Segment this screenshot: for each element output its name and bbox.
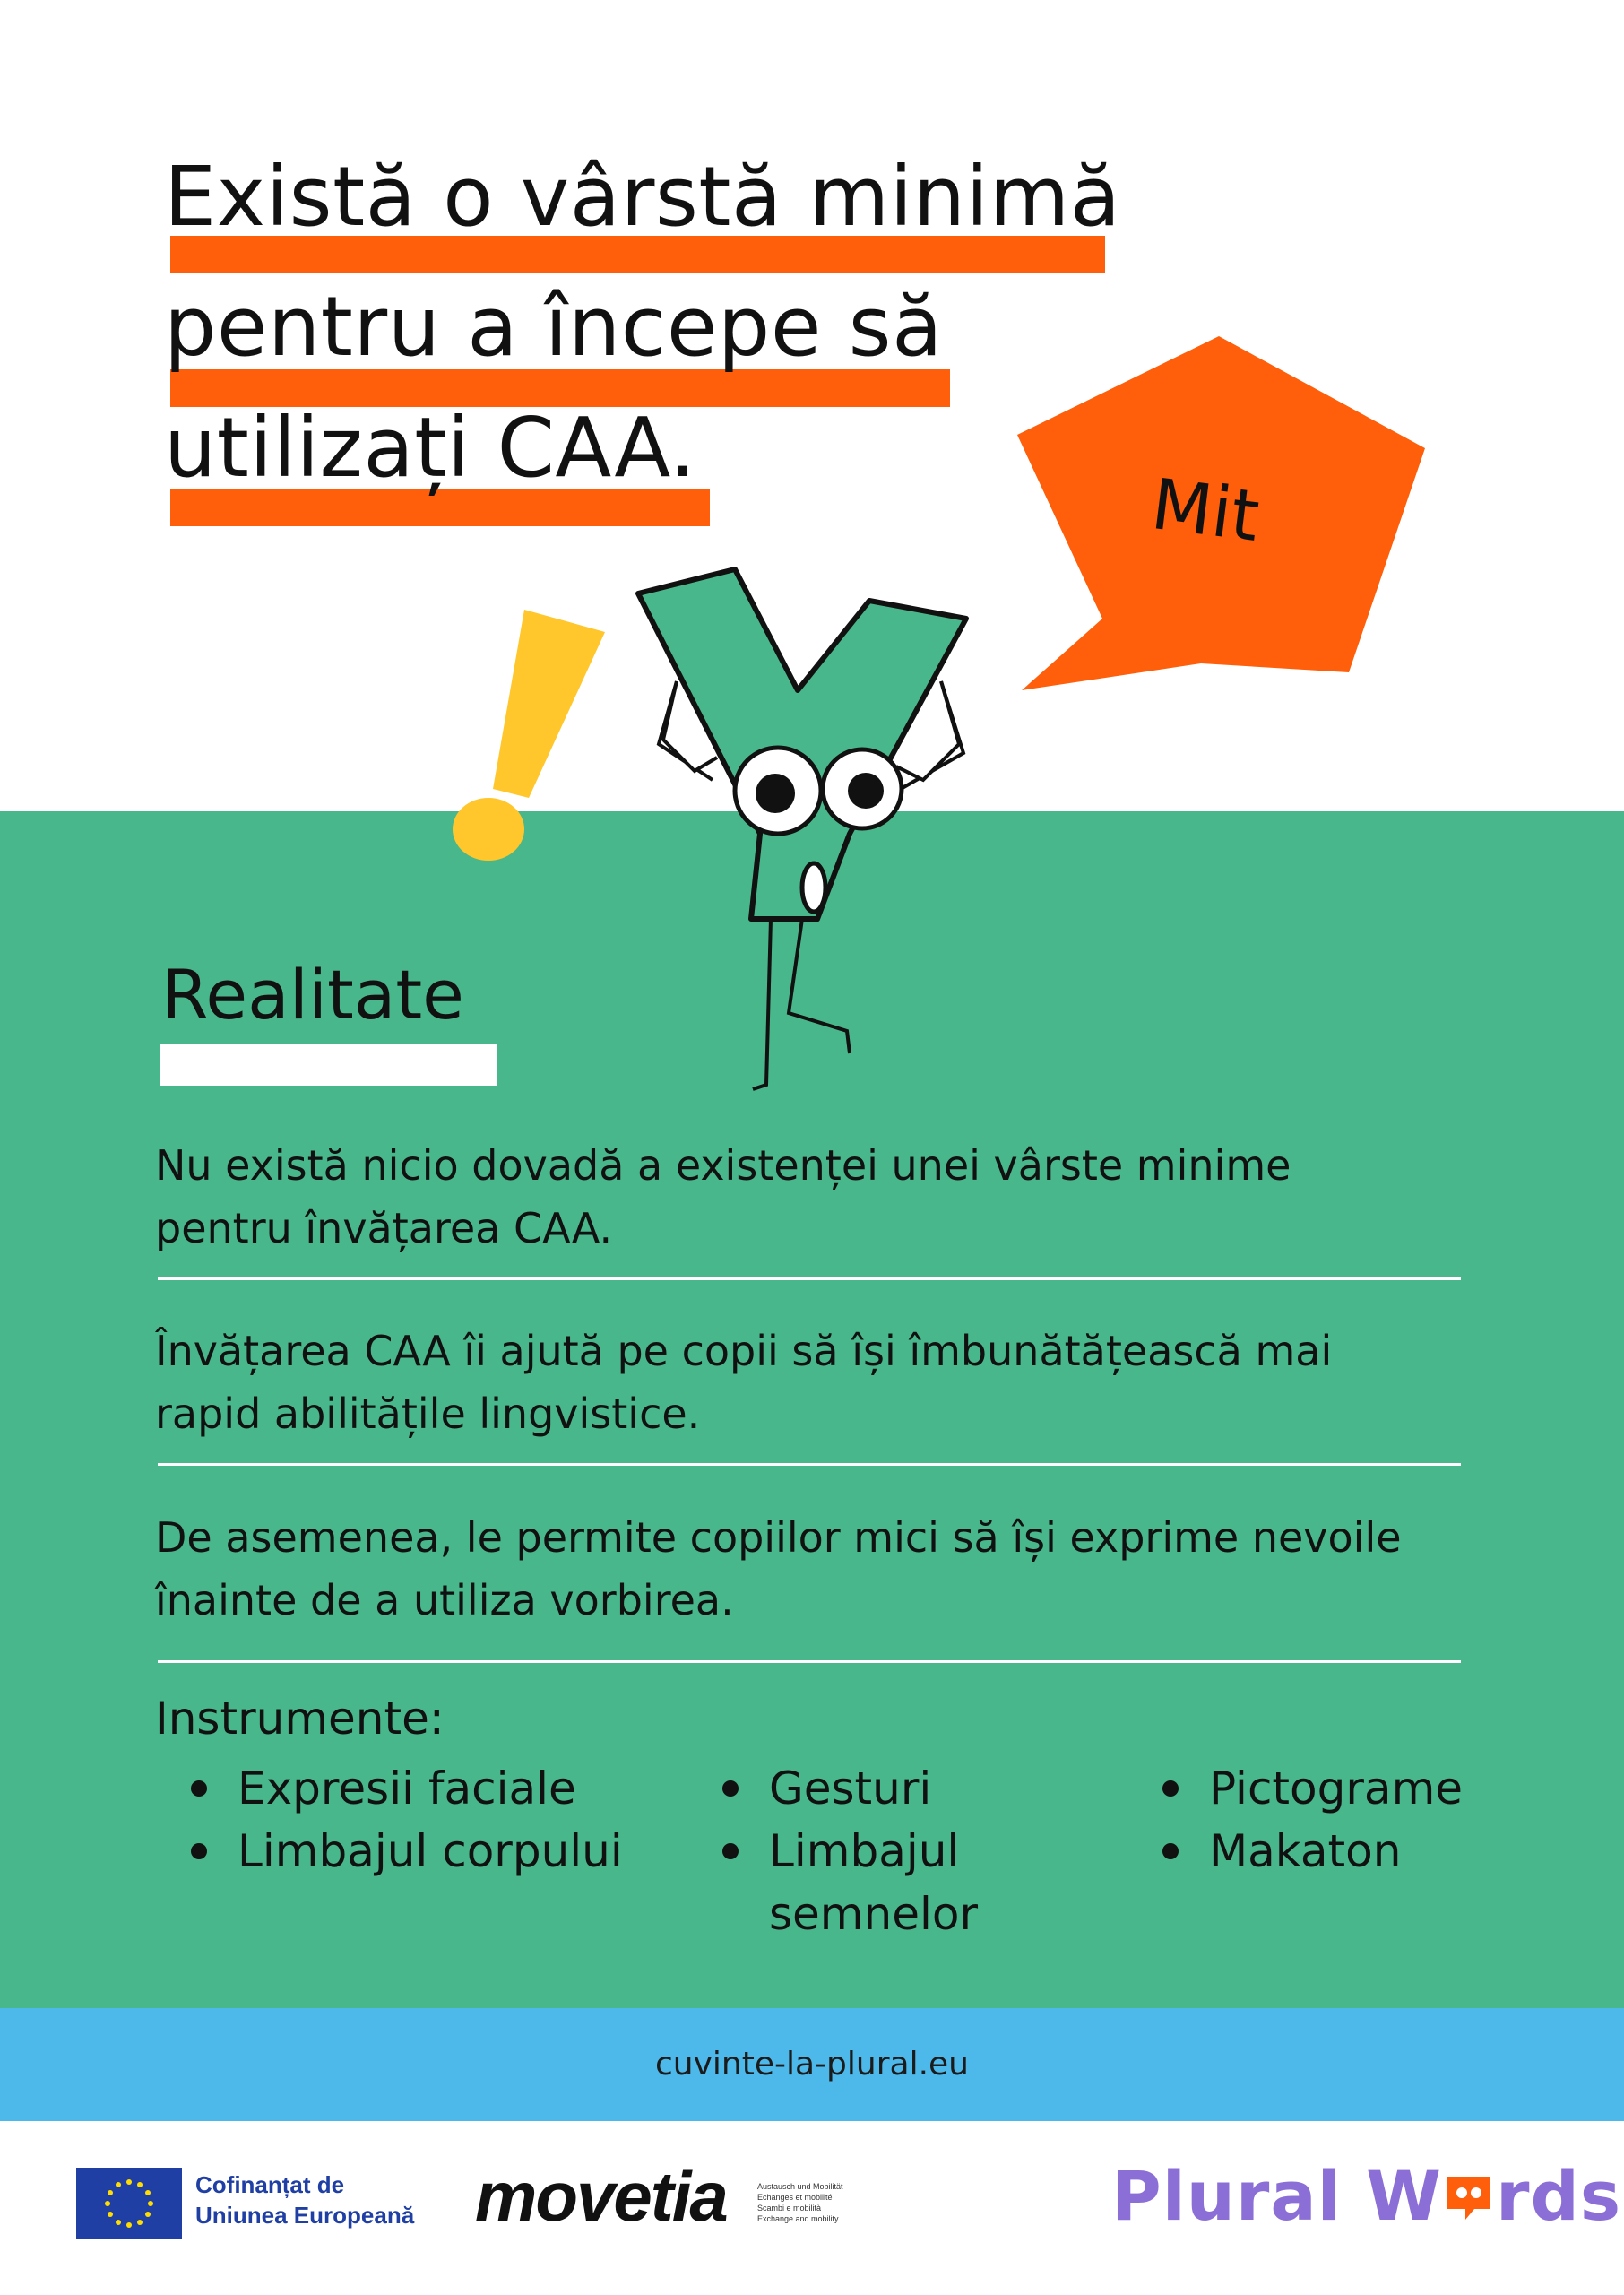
page-title-line-2: pentru a începe să	[164, 279, 943, 375]
list-item: Pictograme	[1127, 1757, 1530, 1820]
paragraph-3-line-1: De asemenea, le permite copiilor mici să își exprime nevoile	[155, 1513, 1402, 1562]
plural-words-text-a: Plural W	[1111, 2156, 1442, 2236]
paragraph-2-line-2: rapid abilitățile lingvistice.	[155, 1390, 701, 1438]
list-item: Gesturi	[687, 1757, 1045, 1820]
list-item: Expresii faciale	[155, 1757, 657, 1820]
page-title-line-3: utilizați CAA.	[164, 400, 696, 496]
list-item: Makaton	[1127, 1820, 1530, 1883]
plural-words-logo	[1111, 2156, 1621, 2236]
paragraph-1-line-2: pentru învățarea CAA.	[155, 1204, 613, 1252]
reality-paragraph-1	[155, 1134, 1481, 1260]
myth-label: Mit	[1146, 464, 1264, 558]
eu-text-line-1: Cofinanțat de	[195, 2171, 345, 2198]
list-item: Limbajul semnelor	[687, 1820, 1045, 1945]
exclamation-icon	[448, 605, 618, 865]
mascot-character	[627, 565, 1004, 1103]
movetia-sub-line: Scambi e mobilità	[757, 2204, 822, 2213]
divider-3	[158, 1660, 1461, 1663]
tools-list-col-1	[155, 1757, 657, 1883]
reality-heading: Realitate	[161, 955, 464, 1035]
reality-heading-underline	[160, 1044, 497, 1086]
movetia-sub-line: Exchange and mobility	[757, 2214, 839, 2223]
tools-heading: Instrumente:	[155, 1693, 445, 1745]
eu-cofunding-text	[195, 2169, 414, 2230]
list-item: Limbajul corpului	[155, 1820, 657, 1883]
tools-list-col-3	[1127, 1757, 1530, 1883]
paragraph-1-line-1: Nu există nicio dovadă a existenței unei vârste minime	[155, 1141, 1291, 1190]
paragraph-3-line-2: înainte de a utiliza vorbirea.	[155, 1576, 734, 1624]
eu-text-line-2: Uniunea Europeană	[195, 2202, 415, 2229]
speech-bubble-o-icon	[1442, 2160, 1496, 2213]
tools-list-col-2	[687, 1757, 1045, 1945]
reality-paragraph-3	[155, 1506, 1481, 1632]
page-title-line-1: Există o vârstă minimă	[164, 149, 1121, 245]
movetia-sub-line: Austausch und Mobilität	[757, 2182, 843, 2191]
divider-2	[158, 1463, 1461, 1466]
eu-flag-icon	[76, 2168, 182, 2239]
movetia-subtitle	[757, 2181, 883, 2224]
paragraph-2-line-1: Învățarea CAA îi ajută pe copii să își îmbunătățească mai	[155, 1327, 1333, 1375]
divider-1	[158, 1277, 1461, 1280]
reality-paragraph-2	[155, 1320, 1481, 1445]
plural-words-text-b: rds	[1495, 2156, 1622, 2236]
movetia-logo: movetia	[475, 2157, 727, 2236]
website-link[interactable]: cuvinte-la-plural.eu	[655, 2046, 969, 2083]
movetia-sub-line: Echanges et mobilité	[757, 2193, 833, 2202]
